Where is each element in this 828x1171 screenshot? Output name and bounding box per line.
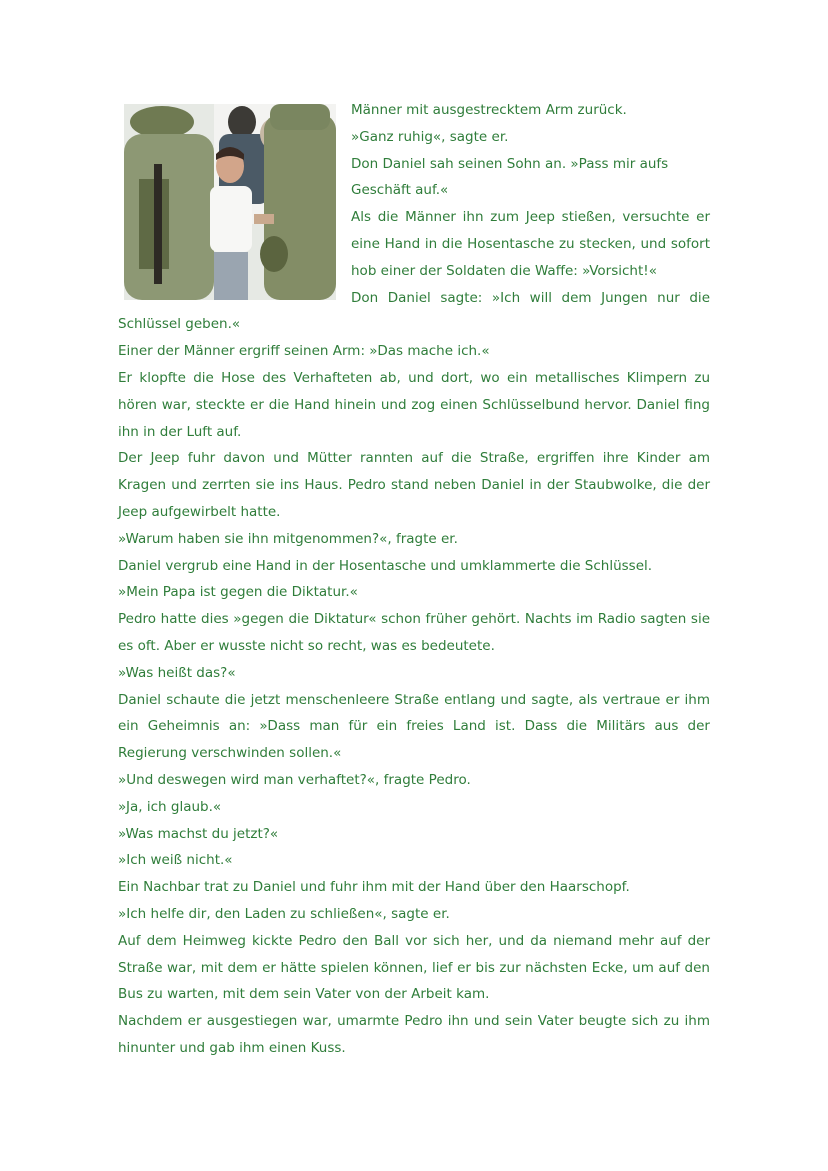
paragraph: Pedro hatte dies »gegen die Diktatur« schon früher gehört. Nachts im Radio sagten sie es oft. Aber er wusste nicht so recht, was es bedeutete. bbox=[118, 611, 710, 654]
paragraph: Ein Nachbar trat zu Daniel und fuhr ihm mit der Hand über den Haarschopf. bbox=[118, 879, 630, 896]
paragraph: Nachdem er ausgestiegen war, umarmte Pedro ihn und sein Vater beugte sich zu ihm hinunter und gab ihm einen Kuss. bbox=[118, 1013, 710, 1056]
paragraph: »Was machst du jetzt?« bbox=[118, 825, 279, 842]
paragraph: Der Jeep fuhr davon und Mütter rannten auf die Straße, ergriffen ihre Kinder am Kragen und zerrten sie ins Haus. Pedro stand neben Daniel in der Staubwolke, die der Jeep aufgewirbelt hatte. bbox=[118, 450, 710, 520]
paragraph: Don Daniel sah seinen Sohn an. »Pass mir aufs Geschäft auf.« bbox=[351, 155, 669, 199]
paragraph: Auf dem Heimweg kickte Pedro den Ball vor sich her, und da niemand mehr auf der Straße war, mit dem er hätte spielen können, lief er bis zur nächsten Ecke, um auf den Bus zu warten, mit dem sein Vater von der Arbeit kam. bbox=[118, 932, 710, 1003]
paragraph: »Ganz ruhig«, sagte er. bbox=[351, 128, 509, 145]
paragraph: Er klopfte die Hose des Verhafteten ab, und dort, wo ein metallisches Klimpern zu hören war, steckte er die Hand hinein und zog einen Schlüsselbund hervor. Daniel fing ihn in der Luft auf. bbox=[118, 369, 710, 440]
paragraph: »Warum haben sie ihn mitgenommen?«, fragte er. bbox=[118, 530, 458, 547]
paragraph: Daniel schaute die jetzt menschenleere Straße entlang und sagte, als vertraue er ihm ein Geheimnis an: »Dass man für ein freies Land ist. Dass die Militärs aus der Regierung verschwinden sollen.« bbox=[118, 691, 710, 762]
paragraph: »Und deswegen wird man verhaftet?«, fragte Pedro. bbox=[118, 771, 471, 788]
paragraph: Don Daniel sagte: »Ich will dem Jungen nur die Schlüssel geben.« bbox=[118, 289, 710, 333]
paragraph: Männer mit ausgestrecktem Arm zurück. bbox=[351, 102, 627, 118]
paragraph: Daniel vergrub eine Hand in der Hosentasche und umklammerte die Schlüssel. bbox=[118, 557, 653, 574]
story-text bbox=[118, 97, 710, 1062]
paragraph: Als die Männer ihn zum Jeep stießen, versuchte er eine Hand in die Hosentasche zu stecken, und sofort hob einer der Soldaten die Waffe: »Vorsicht!« bbox=[351, 209, 710, 279]
paragraph: Einer der Männer ergriff seinen Arm: »Das mache ich.« bbox=[118, 343, 490, 360]
paragraph: »Was heißt das?« bbox=[118, 664, 236, 681]
paragraph: »Ich helfe dir, den Laden zu schließen«, sagte er. bbox=[118, 905, 450, 922]
paragraph: »Ja, ich glaub.« bbox=[118, 798, 222, 815]
paragraph: »Ich weiß nicht.« bbox=[118, 852, 233, 869]
soldiers-boy-image bbox=[124, 104, 336, 300]
paragraph: »Mein Papa ist gegen die Diktatur.« bbox=[118, 584, 358, 601]
story-illustration bbox=[124, 104, 336, 300]
